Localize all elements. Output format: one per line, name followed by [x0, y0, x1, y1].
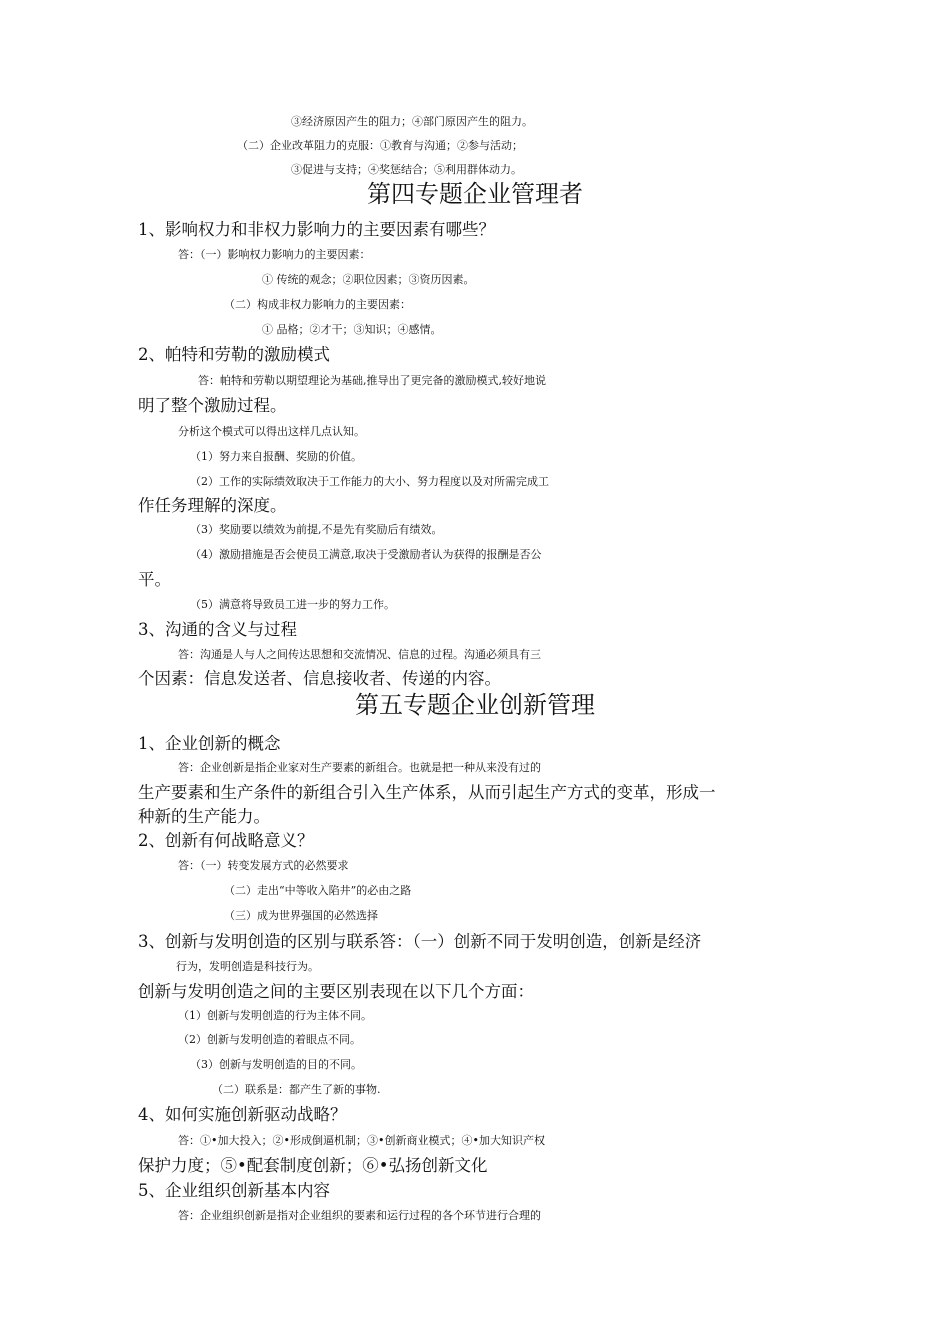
text-line: 个因素：信息发送者、信息接收者、传递的内容。 — [138, 669, 501, 688]
text-line: 答：企业创新是指企业家对生产要素的新组合。也就是把一种从来没有过的 — [178, 761, 541, 774]
text-line: 分析这个模式可以得出这样几点认知。 — [178, 425, 365, 438]
text-line: 明了整个激励过程。 — [138, 396, 287, 415]
question-line: 2、创新有何战略意义？ — [138, 831, 314, 850]
question-line: 1、企业创新的概念 — [138, 734, 281, 753]
question-line: 3、沟通的含义与过程 — [138, 620, 297, 639]
text-line: （3）奖励要以绩效为前提,不是先有奖励后有绩效。 — [190, 523, 443, 536]
text-line: 答：帕特和劳勒以期望理论为基础,推导出了更完备的激励模式,较好地说 — [198, 374, 546, 387]
text-line: 答：（一）影响权力影响力的主要因素： — [178, 248, 371, 261]
text-line: 保护力度；⑤•配套制度创新；⑥•弘扬创新文化 — [138, 1156, 488, 1175]
text-line: （4）激励措施是否会使员工满意,取决于受激励者认为获得的报酬是否公 — [190, 548, 542, 561]
text-line: 答：企业组织创新是指对企业组织的要素和运行过程的各个环节进行合理的 — [178, 1209, 541, 1222]
text-line: （二）企业改革阻力的克服：①教育与沟通；②参与活动； — [237, 139, 523, 152]
text-line: ③经济原因产生的阻力；④部门原因产生的阻力。 — [291, 115, 533, 128]
text-line: 生产要素和生产条件的新组合引入生产体系，从而引起生产方式的变革，形成一 — [138, 783, 716, 802]
text-line: （3）创新与发明创造的目的不同。 — [190, 1058, 362, 1071]
section-heading: 第四专题企业管理者 — [367, 180, 583, 208]
text-line: 种新的生产能力。 — [138, 807, 270, 826]
text-line: 创新与发明创造之间的主要区别表现在以下几个方面： — [138, 982, 534, 1001]
text-line: （2）创新与发明创造的着眼点不同。 — [178, 1033, 361, 1046]
question-line: 4、如何实施创新驱动战略？ — [138, 1105, 347, 1124]
text-line: （二）联系是：都产生了新的事物. — [212, 1083, 381, 1096]
text-line: ① 品格；②才干；③知识；④感情。 — [262, 323, 442, 336]
question-line: 3、创新与发明创造的区别与联系答：（一）创新不同于发明创造，创新是经济 — [138, 932, 702, 951]
question-line: 5、企业组织创新基本内容 — [138, 1181, 330, 1200]
text-line: （2）工作的实际绩效取决于工作能力的大小、努力程度以及对所需完成工 — [190, 475, 549, 488]
section-heading: 第五专题企业创新管理 — [355, 691, 595, 719]
question-line: 2、帕特和劳勒的激励模式 — [138, 345, 330, 364]
text-line: 答：沟通是人与人之间传达思想和交流情况、信息的过程。沟通必须具有三 — [178, 648, 541, 661]
text-line: 作任务理解的深度。 — [138, 496, 287, 515]
text-line: （1）创新与发明创造的行为主体不同。 — [178, 1009, 372, 1022]
text-line: ① 传统的观念；②职位因素；③资历因素。 — [262, 273, 475, 286]
question-line: 1、影响权力和非权力影响力的主要因素有哪些？ — [138, 220, 495, 239]
text-line: 行为，发明创造是科技行为。 — [176, 960, 319, 973]
text-line: 答：①•加大投入；②•形成倒逼机制；③•创新商业模式；④•加大知识产权 — [178, 1134, 545, 1147]
text-line: （5）满意将导致员工进一步的努力工作。 — [190, 598, 395, 611]
text-line: （三）成为世界强国的必然选择 — [224, 909, 378, 922]
text-line: ③促进与支持；④奖惩结合；⑤利用群体动力。 — [291, 163, 522, 176]
text-line: （二）走出“中等收入陷井”的必由之路 — [224, 884, 412, 897]
text-line: （二）构成非权力影响力的主要因素： — [224, 298, 411, 311]
text-line: （1）努力来自报酬、奖励的价值。 — [190, 450, 362, 463]
text-line: 答：（一）转变发展方式的必然要求 — [178, 859, 349, 872]
text-line: 平。 — [138, 570, 171, 589]
